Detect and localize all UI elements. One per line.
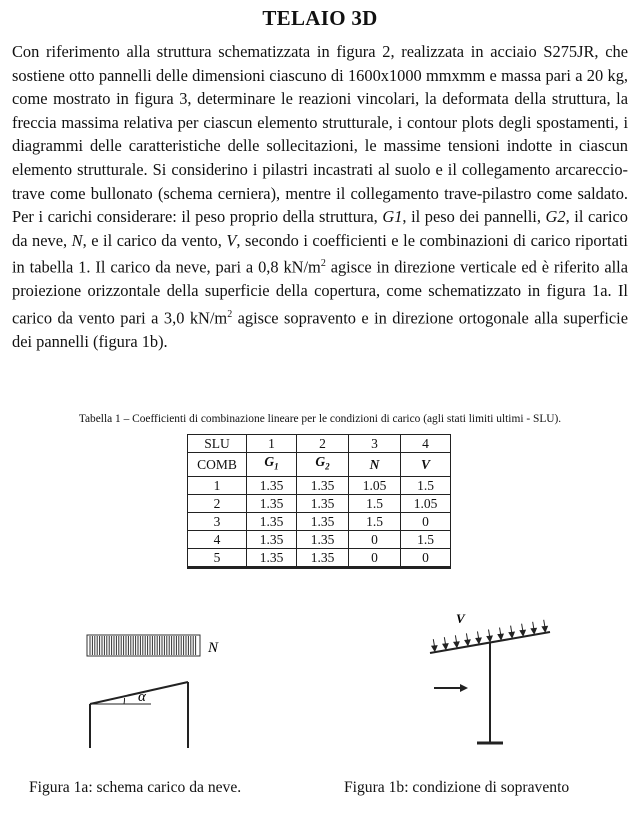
- angle-label: α: [138, 689, 146, 705]
- table-row-slu: SLU 1 2 3 4: [188, 435, 451, 453]
- table-caption: Tabella 1 – Coefficienti di combinazione lineare per le condizioni di carico (agli stati limiti ultimi - SLU).: [78, 413, 562, 425]
- problem-statement: Con riferimento alla struttura schematizzata in figura 2, realizzata in acciaio S275JR, che sostiene otto pannelli delle dimensioni ciascuno di 1600x1000 mmxmm e massa pari a 20 kg, come mostrato in figura 3, determinare le reazioni vincolari, la deformata della struttura, la freccia massima relativa per ciascun elemento strutturale, i contour plots degli spostamenti, i diagrammi delle caratteristiche delle sollecitazioni, le massime tensioni indotte in ciascun elemento strutturale. Si considerino i pilastri incastrati al suolo e il collegamento arcareccio-trave come bullonato (schema cerniera), mentre il collegamento trave-pilastro come saldato. Per i carichi considerare: il peso proprio della struttura, G1, il peso dei pannelli, G2, il carico da neve, N, e il carico da vento, V, secondo i coefficienti e le combinazioni di carico riportati in tabella 1. Il carico da neve, pari a 0,8 $kN/m^2$ agisce in direzione verticale ed è riferito alla proiezione orizzontale della superficie della copertura, come schematizzato in figura 1a. Il carico da vento pari a 3,0 $kN/m^2$ agisce sopravento e in direzione ortogonale alla superficie dei pannelli (figura 1b).: [12, 42, 628, 352]
- table-row: 2 1.35 1.35 1.5 1.05: [188, 494, 451, 512]
- wind-load-label: V: [456, 611, 465, 626]
- load-g1: G1: [382, 207, 403, 227]
- wind-direction-arrow: [434, 684, 468, 692]
- snow-load-bar: [87, 635, 200, 656]
- table-row: 4 1.35 1.35 0 1.5: [188, 530, 451, 548]
- load-g2: G2: [545, 207, 566, 227]
- table-row: 3 1.35 1.35 1.5 0: [188, 512, 451, 530]
- table-row: 1 1.35 1.35 1.05 1.5: [188, 476, 451, 494]
- table-row: 5 1.35 1.35 0 0: [188, 548, 451, 567]
- figure-1a-caption: Figura 1a: schema carico da neve.: [29, 779, 242, 796]
- load-n: N: [71, 230, 83, 250]
- snow-load-label: N: [208, 640, 219, 656]
- load-v: V: [226, 230, 237, 250]
- combination-table: [187, 434, 451, 569]
- figure-1b-wind-load: [420, 606, 570, 756]
- angle-arc: [124, 698, 125, 704]
- figure-1a-snow-load: [60, 600, 260, 770]
- table-row-comb: COMB $G_1$ $G_2$ N V: [188, 453, 451, 477]
- figure-1b-caption: Figura 1b: condizione di sopravento: [344, 779, 570, 796]
- page-title: TELAIO 3D: [262, 6, 378, 30]
